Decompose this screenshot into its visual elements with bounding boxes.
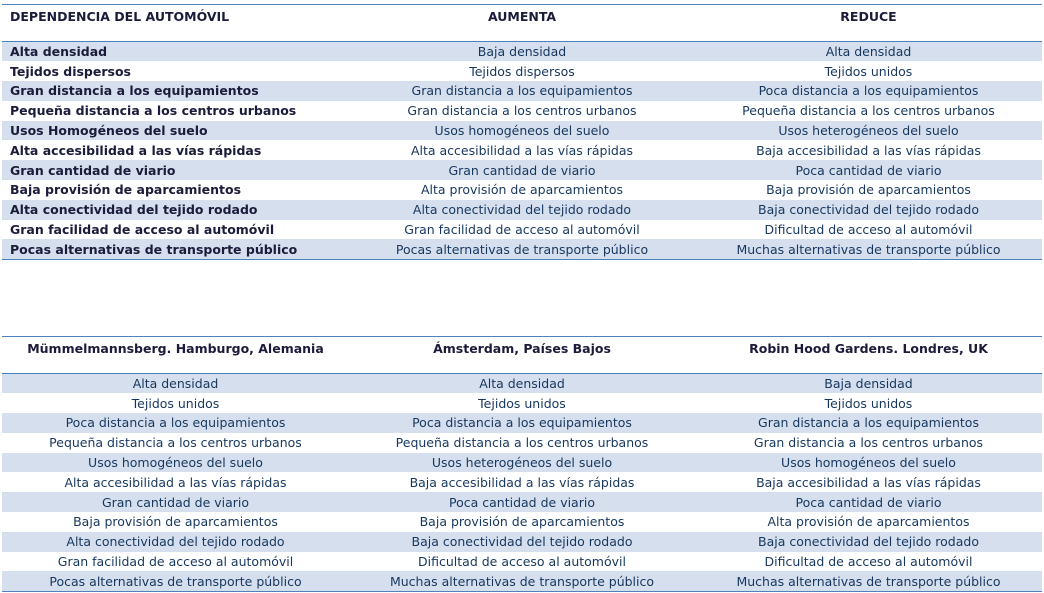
hamburg-cell: Pequeña distancia a los centros urbanos	[49, 435, 302, 451]
amsterdam-cell: Usos heterogéneos del suelo	[349, 453, 695, 473]
london-cell: Usos homogéneos del suelo	[695, 453, 1042, 473]
factor-cell: Alta conectividad del tejido rodado	[2, 200, 349, 220]
reduces-cell: Baja conectividad del tejido rodado	[695, 200, 1042, 220]
increases-cell: Baja densidad	[349, 42, 695, 62]
table-row	[2, 492, 1042, 512]
factor-cell: Baja provisión de aparcamientos	[10, 182, 242, 198]
reduces-cell: Usos heterogéneos del suelo	[695, 121, 1042, 141]
increases-cell: Tejidos dispersos	[469, 63, 575, 79]
hamburg-cell: Alta conectividad del tejido rodado	[2, 532, 349, 552]
table-row	[2, 81, 1042, 101]
reduces-cell: Pequeña distancia a los centros urbanos	[742, 103, 995, 119]
hamburg-cell: Pocas alternativas de transporte público	[2, 571, 349, 591]
case-studies-table	[2, 336, 1042, 592]
table-row	[2, 413, 1042, 433]
table-row	[2, 180, 1042, 200]
increases-cell: Pocas alternativas de transporte público	[349, 239, 695, 259]
table-row	[2, 121, 1042, 141]
table-row	[2, 552, 1042, 572]
increases-cell: Gran distancia a los centros urbanos	[407, 103, 637, 119]
hamburg-cell: Gran cantidad de viario	[2, 492, 349, 512]
hamburg-cell: Tejidos unidos	[131, 395, 220, 411]
amsterdam-cell: Poca distancia a los equipamientos	[349, 413, 695, 433]
reduces-cell: Poca distancia a los equipamientos	[695, 81, 1042, 101]
table-row	[2, 160, 1042, 180]
london-cell: Baja accesibilidad a las vías rápidas	[756, 474, 981, 490]
header-reduces: REDUCE	[695, 5, 1042, 42]
amsterdam-cell: Baja conectividad del tejido rodado	[349, 532, 695, 552]
table-header	[2, 5, 1042, 42]
reduces-cell: Tejidos unidos	[824, 63, 913, 79]
reduces-cell: Baja accesibilidad a las vías rápidas	[756, 142, 981, 158]
increases-cell: Alta conectividad del tejido rodado	[349, 200, 695, 220]
car-dependency-factors-table	[2, 4, 1042, 260]
reduces-cell: Baja provisión de aparcamientos	[766, 182, 971, 198]
amsterdam-cell: Poca cantidad de viario	[349, 492, 695, 512]
factor-cell: Alta accesibilidad a las vías rápidas	[10, 142, 262, 158]
amsterdam-cell: Pequeña distancia a los centros urbanos	[395, 435, 649, 451]
factor-cell: Gran cantidad de viario	[2, 160, 349, 180]
header-london: Robin Hood Gardens. Londres, UK	[695, 337, 1042, 374]
factor-cell: Alta densidad	[2, 42, 349, 62]
table-row	[2, 393, 1042, 413]
reduces-cell: Muchas alternativas de transporte público	[695, 239, 1042, 259]
increases-cell: Gran cantidad de viario	[349, 160, 695, 180]
header-amsterdam: Ámsterdam, Países Bajos	[349, 337, 695, 374]
amsterdam-cell: Dificultad de acceso al automóvil	[418, 554, 626, 570]
increases-cell: Usos homogéneos del suelo	[349, 121, 695, 141]
london-cell: Muchas alternativas de transporte público	[695, 571, 1042, 591]
table-row	[2, 453, 1042, 473]
increases-cell: Alta provisión de aparcamientos	[421, 182, 623, 198]
hamburg-cell: Poca distancia a los equipamientos	[2, 413, 349, 433]
factor-cell: Usos Homogéneos del suelo	[2, 121, 349, 141]
london-cell: Dificultad de acceso al automóvil	[764, 554, 973, 570]
table-row	[2, 374, 1042, 394]
table-header	[2, 337, 1042, 374]
increases-cell: Gran facilidad de acceso al automóvil	[404, 222, 640, 238]
london-cell: Gran distancia a los centros urbanos	[753, 435, 984, 451]
factor-cell: Gran distancia a los equipamientos	[2, 81, 349, 101]
hamburg-cell: Baja provisión de aparcamientos	[73, 514, 278, 530]
london-cell: Baja conectividad del tejido rodado	[695, 532, 1042, 552]
hamburg-cell: Gran facilidad de acceso al automóvil	[57, 554, 294, 570]
amsterdam-cell: Baja provisión de aparcamientos	[419, 514, 625, 530]
table-body	[2, 42, 1042, 260]
factor-cell: Pocas alternativas de transporte público	[2, 239, 349, 259]
amsterdam-cell: Muchas alternativas de transporte público	[349, 571, 695, 591]
header-increases: AUMENTA	[349, 5, 695, 42]
header-row	[2, 5, 1042, 42]
table-row	[2, 61, 1042, 81]
factor-cell: Gran facilidad de acceso al automóvil	[10, 222, 275, 238]
factor-cell: Pequeña distancia a los centros urbanos	[10, 103, 297, 119]
header-row	[2, 337, 1042, 374]
reduces-cell: Alta densidad	[695, 42, 1042, 62]
amsterdam-cell: Alta densidad	[349, 374, 695, 394]
amsterdam-cell: Tejidos unidos	[478, 395, 566, 411]
table-row	[2, 472, 1042, 492]
reduces-cell: Dificultad de acceso al automóvil	[764, 222, 973, 238]
table-row	[2, 433, 1042, 453]
hamburg-cell: Alta densidad	[2, 374, 349, 394]
table-row	[2, 220, 1042, 240]
hamburg-cell: Alta accesibilidad a las vías rápidas	[64, 474, 287, 490]
table-row	[2, 101, 1042, 121]
amsterdam-cell: Baja accesibilidad a las vías rápidas	[409, 474, 635, 490]
header-factor: DEPENDENCIA DEL AUTOMÓVIL	[2, 5, 349, 42]
table-row	[2, 200, 1042, 220]
table-row	[2, 571, 1042, 591]
increases-cell: Alta accesibilidad a las vías rápidas	[410, 142, 634, 158]
london-cell: Poca cantidad de viario	[695, 492, 1042, 512]
reduces-cell: Poca cantidad de viario	[695, 160, 1042, 180]
london-cell: Alta provisión de aparcamientos	[767, 514, 970, 530]
increases-cell: Gran distancia a los equipamientos	[349, 81, 695, 101]
london-cell: Baja densidad	[695, 374, 1042, 394]
table-row	[2, 512, 1042, 532]
table-row	[2, 532, 1042, 552]
london-cell: Gran distancia a los equipamientos	[695, 413, 1042, 433]
hamburg-cell: Usos homogéneos del suelo	[2, 453, 349, 473]
table-row	[2, 140, 1042, 160]
table-body	[2, 374, 1042, 592]
table-row	[2, 42, 1042, 62]
table-row	[2, 239, 1042, 259]
header-hamburg: Mümmelmannsberg. Hamburgo, Alemania	[2, 337, 349, 374]
factor-cell: Tejidos dispersos	[10, 63, 131, 79]
london-cell: Tejidos unidos	[824, 395, 913, 411]
